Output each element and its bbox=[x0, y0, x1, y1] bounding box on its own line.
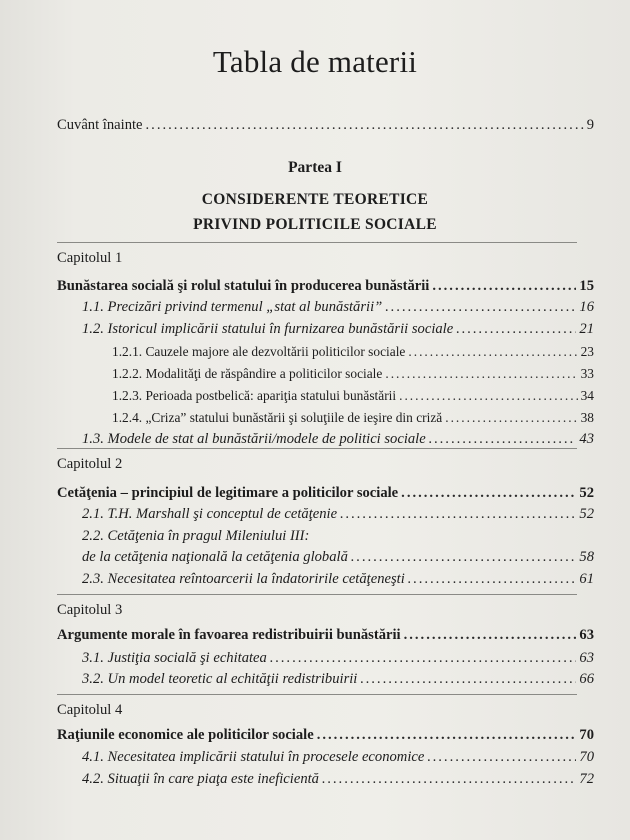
entry-page: 70 bbox=[579, 727, 594, 743]
chapter-title-entry bbox=[57, 627, 594, 644]
entry-page: 38 bbox=[580, 410, 594, 425]
toc-entry bbox=[82, 650, 594, 667]
dot-leader bbox=[317, 727, 577, 744]
toc-entry bbox=[82, 299, 594, 316]
toc-entry bbox=[82, 549, 594, 566]
entry-label: 2.1. T.H. Marshall şi conceptul de cetăţenie bbox=[82, 506, 338, 522]
entry-label: 1.2.3. Perioada postbelică: apariţia statului bunăstării bbox=[112, 388, 397, 403]
toc-entry bbox=[82, 321, 594, 338]
entry-page: 72 bbox=[579, 771, 594, 787]
entry-label: Cetăţenia – principiul de legitimare a politicilor sociale bbox=[57, 485, 399, 501]
entry-label: 1.1. Precizări privind termenul „stat al bunăstării” bbox=[82, 299, 383, 315]
toc-entry bbox=[112, 366, 594, 382]
entry-label: 1.2.4. „Criza” statului bunăstării şi soluţiile de ieşire din criză bbox=[112, 410, 443, 425]
dot-leader bbox=[445, 410, 577, 426]
dot-leader bbox=[322, 771, 576, 788]
toc-entry bbox=[112, 388, 594, 404]
entry-label: 1.2.1. Cauzele majore ale dezvoltării politicilor sociale bbox=[112, 344, 406, 359]
dot-leader bbox=[404, 627, 577, 644]
entry-page: 58 bbox=[579, 549, 594, 565]
chapter-label: Capitolul 3 bbox=[57, 602, 123, 618]
entry-page: 70 bbox=[579, 749, 594, 765]
dot-leader bbox=[146, 117, 584, 134]
entry-label: Cuvânt înainte bbox=[57, 117, 143, 133]
entry-page: 63 bbox=[579, 627, 594, 643]
dot-leader bbox=[270, 650, 577, 667]
chapter-title-entry bbox=[57, 278, 594, 295]
toc-entry bbox=[112, 410, 594, 426]
entry-label: Raţiunile economice ale politicilor sociale bbox=[57, 727, 314, 743]
entry-page: 52 bbox=[579, 506, 594, 522]
part-heading: Partea I bbox=[288, 159, 342, 176]
toc-entry-line1: 2.2. Cetăţenia în pragul Mileniului III: bbox=[82, 528, 310, 544]
entry-page: 15 bbox=[579, 278, 594, 294]
entry-label: 4.1. Necesitatea implicării statului în procesele economice bbox=[82, 749, 425, 765]
toc-entry bbox=[82, 431, 594, 448]
chapter-divider bbox=[57, 594, 577, 595]
entry-label: 1.2. Istoricul implicării statului în furnizarea bunăstării sociale bbox=[82, 321, 454, 337]
chapter-title-entry bbox=[57, 727, 594, 744]
chapter-divider bbox=[57, 694, 577, 695]
entry-page: 21 bbox=[579, 321, 594, 337]
chapter-label: Capitolul 2 bbox=[57, 456, 123, 472]
chapter-divider bbox=[57, 448, 577, 449]
entry-page: 33 bbox=[580, 366, 594, 381]
dot-leader bbox=[399, 388, 578, 404]
dot-leader bbox=[340, 506, 576, 523]
entry-label: 3.1. Justiţia socială şi echitatea bbox=[82, 650, 267, 666]
chapter-label: Capitolul 4 bbox=[57, 702, 123, 718]
dot-leader bbox=[351, 549, 577, 566]
toc-entry bbox=[82, 671, 594, 688]
toc-entry bbox=[82, 771, 594, 788]
theme-heading-line2: PRIVIND POLITICILE SOCIALE bbox=[193, 216, 437, 233]
dot-leader bbox=[385, 366, 577, 382]
entry-page: 23 bbox=[580, 344, 594, 359]
dot-leader bbox=[408, 571, 577, 588]
entry-label: 4.2. Situaţii în care piaţa este ineficientă bbox=[82, 771, 319, 787]
toc-entry-foreword bbox=[57, 117, 594, 134]
dot-leader bbox=[360, 671, 576, 688]
entry-label: 1.2.2. Modalităţi de răspândire a politicilor sociale bbox=[112, 366, 383, 381]
entry-page: 9 bbox=[586, 117, 594, 133]
chapter-divider bbox=[57, 242, 577, 243]
dot-leader bbox=[385, 299, 576, 316]
entry-page: 34 bbox=[580, 388, 594, 403]
dot-leader bbox=[456, 321, 576, 338]
entry-label: de la cetăţenia naţională la cetăţenia globală bbox=[82, 549, 348, 565]
entry-page: 66 bbox=[579, 671, 594, 687]
theme-heading-line1: CONSIDERENTE TEORETICE bbox=[201, 191, 429, 208]
entry-page: 61 bbox=[579, 571, 594, 587]
dot-leader bbox=[429, 431, 577, 448]
chapter-title-entry bbox=[57, 485, 594, 502]
entry-page: 16 bbox=[579, 299, 594, 315]
entry-label: 1.3. Modele de stat al bunăstării/modele de politici sociale bbox=[82, 431, 426, 447]
chapter-label: Capitolul 1 bbox=[57, 250, 123, 266]
dot-leader bbox=[401, 485, 576, 502]
entry-page: 43 bbox=[579, 431, 594, 447]
toc-entry bbox=[82, 506, 594, 523]
entry-label: 3.2. Un model teoretic al echităţii redistribuirii bbox=[82, 671, 358, 687]
entry-page: 63 bbox=[579, 650, 594, 666]
toc-entry bbox=[82, 571, 594, 588]
toc-entry bbox=[112, 344, 594, 360]
entry-page: 52 bbox=[579, 485, 594, 501]
page-title: Tabla de materii bbox=[212, 44, 418, 79]
toc-entry bbox=[82, 749, 594, 766]
entry-label: 2.3. Necesitatea reîntoarcerii la îndatoririle cetăţeneşti bbox=[82, 571, 405, 587]
dot-leader bbox=[432, 278, 576, 295]
dot-leader bbox=[427, 749, 576, 766]
entry-label: Bunăstarea socială şi rolul statului în producerea bunăstării bbox=[57, 278, 430, 294]
dot-leader bbox=[408, 344, 577, 360]
entry-label: Argumente morale în favoarea redistribuirii bunăstării bbox=[57, 627, 401, 643]
